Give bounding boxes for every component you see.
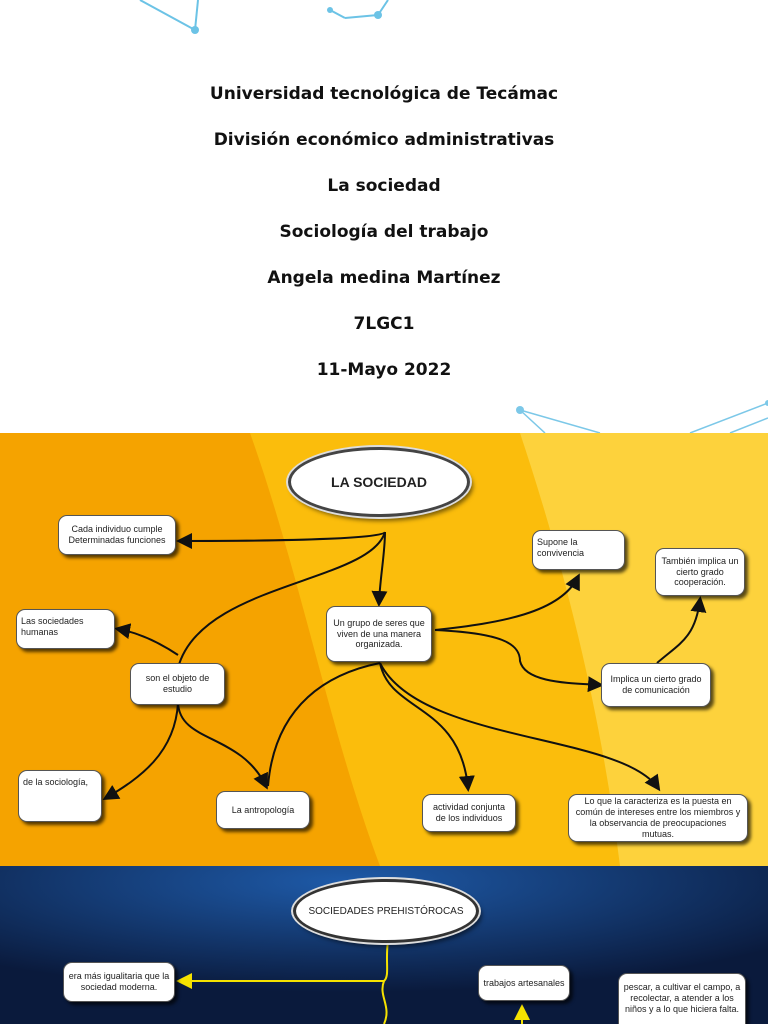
node-grupo: Un grupo de seres que viven de una manera organizada. [326, 606, 432, 662]
node-comunicacion: Implica un cierto grado de comunicación [601, 663, 711, 707]
concept-map-la-sociedad [0, 433, 768, 866]
node-convivencia: Supone la convivencia [532, 530, 625, 570]
division-name: División económico administrativas [213, 130, 555, 150]
group-code: 7LGC1 [353, 314, 415, 334]
document-date: 11-Mayo 2022 [316, 360, 452, 380]
node-trabajos-artesanales: trabajos artesanales [478, 965, 570, 1001]
node-caracteriza: Lo que la caracteriza es la puesta en común de intereses entre los miembros y la observancia de preocupaciones mutuas. [568, 794, 748, 842]
node-sociedades-humanas: Las sociedades humanas [16, 609, 115, 649]
document-topic: La sociedad [327, 176, 441, 196]
node-pescar: pescar, a cultivar el campo, a recolectar, a atender a los niños y a lo que hiciera falta. [618, 973, 746, 1024]
concept-map-sociedades-prehistoricas [0, 866, 768, 1024]
university-name: Universidad tecnológica de Tecámac [209, 84, 559, 104]
node-sociologia: de la sociología, [18, 770, 102, 822]
node-igualitaria: era más igualitaria que la sociedad moderna. [63, 962, 175, 1002]
cover-page [0, 0, 768, 433]
node-objeto-estudio: son el objeto de estudio [130, 663, 225, 705]
map1-title: LA SOCIEDAD [288, 447, 470, 517]
map2-title: SOCIEDADES PREHISTÓROCAS [293, 879, 479, 943]
network-decoration-bottom [0, 398, 768, 433]
node-cooperacion: También implica un cierto grado cooperación. [655, 548, 745, 596]
author-name: Angela medina Martínez [267, 268, 501, 288]
node-individuo: Cada individuo cumple Determinadas funciones [58, 515, 176, 555]
node-actividad-conjunta: actividad conjunta de los individuos [422, 794, 516, 832]
node-antropologia: La antropología [216, 791, 310, 829]
network-decoration-top [0, 0, 768, 40]
course-name: Sociología del trabajo [279, 222, 489, 242]
